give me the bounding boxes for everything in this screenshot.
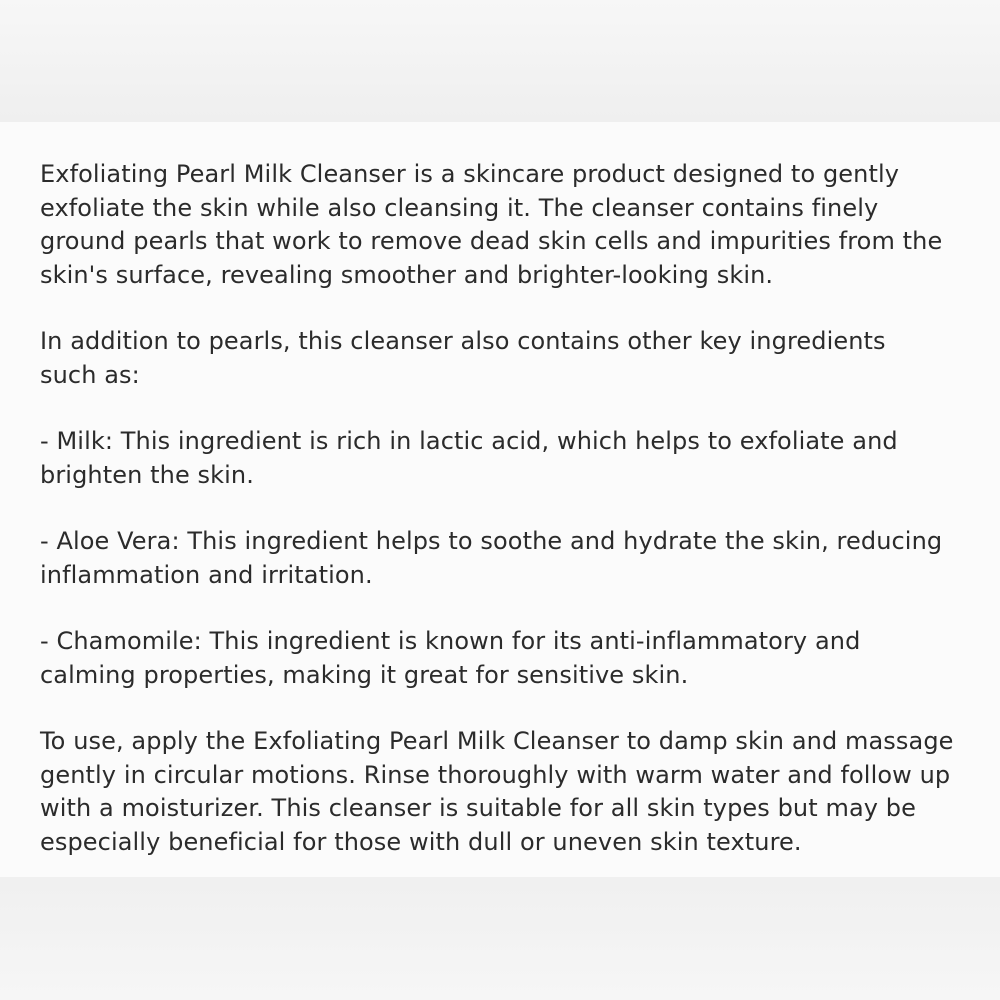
usage-paragraph: To use, apply the Exfoliating Pearl Milk Cleanser to damp skin and massage gently in circular motions. Rinse thoroughly with warm water and follow up with a moisturizer. This cleanser is suitable for all skin types but may be especially beneficial for those with dull or uneven skin texture. — [40, 727, 954, 856]
ingredient-milk-item: - Milk: This ingredient is rich in lactic acid, which helps to exfoliate and brighten the skin. — [40, 427, 898, 489]
intro-paragraph: Exfoliating Pearl Milk Cleanser is a skincare product designed to gently exfoliate the skin while also cleansing it. The cleanser contains finely ground pearls that work to remove dead skin cells and impurities from the skin's surface, revealing smoother and brighter-looking skin. — [40, 160, 943, 289]
text-card — [0, 122, 1000, 877]
ingredient-aloe-vera-item: - Aloe Vera: This ingredient helps to soothe and hydrate the skin, reducing inflammation and irritation. — [40, 527, 943, 589]
ingredients-intro-paragraph: In addition to pearls, this cleanser also contains other key ingredients such as: — [40, 327, 886, 389]
ingredient-chamomile-item: - Chamomile: This ingredient is known for its anti-inflammatory and calming properties, making it great for sensitive skin. — [40, 627, 861, 689]
